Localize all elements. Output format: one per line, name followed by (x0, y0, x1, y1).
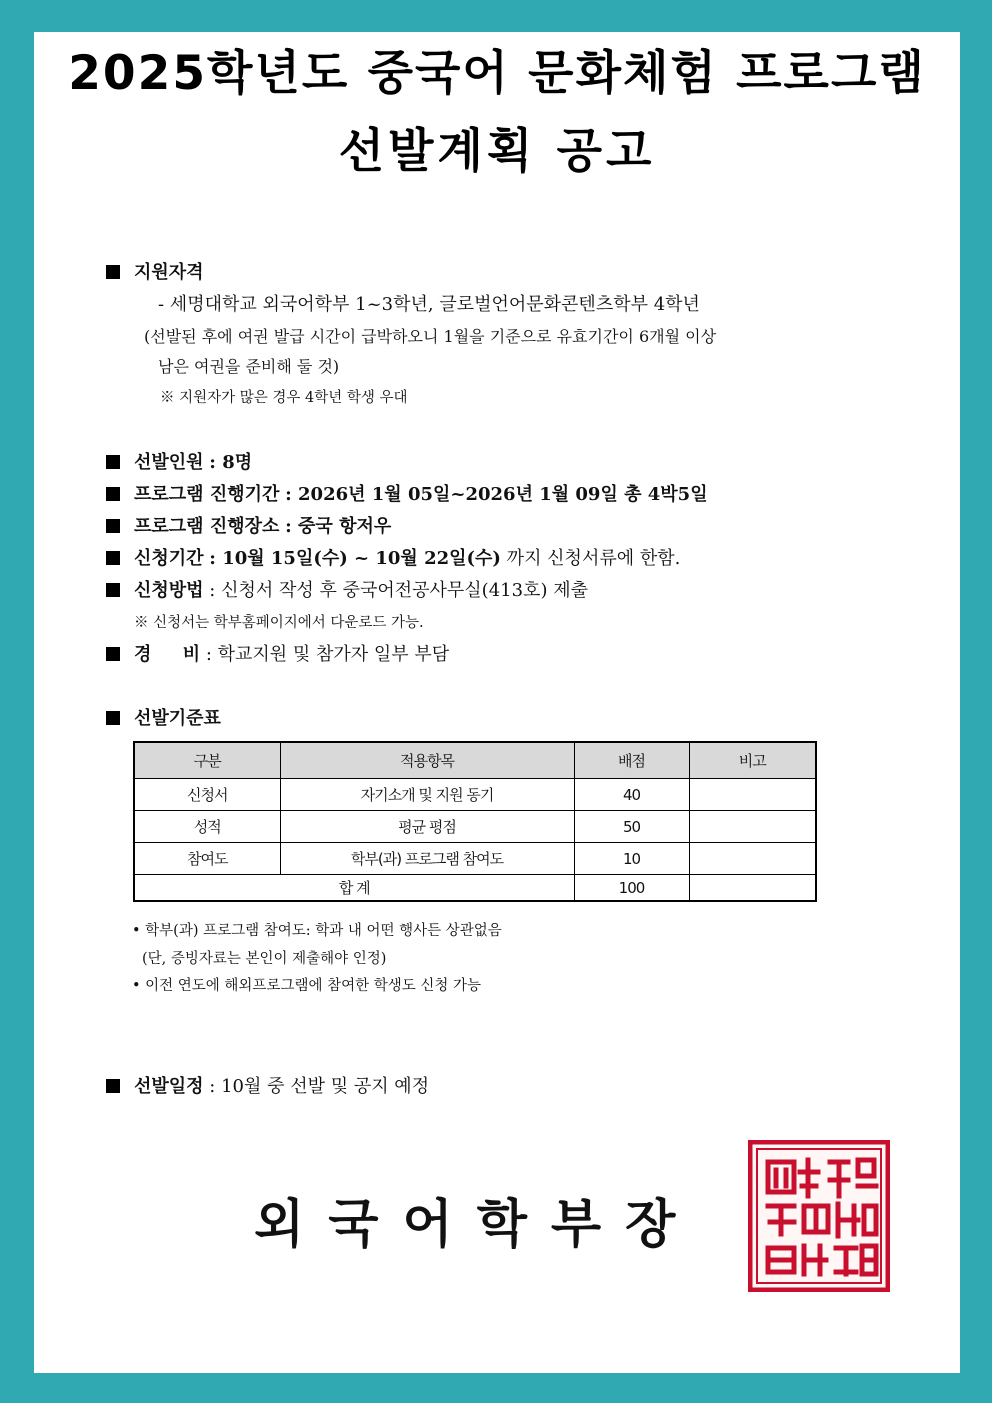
schedule-label: 선발일정 (134, 1076, 204, 1097)
criteria-note-2: (단, 증빙자료는 본인이 제출해야 인정) (142, 951, 387, 967)
place-line (106, 512, 391, 538)
table-cell: 자기소개 및 지원 동기 (280, 779, 574, 811)
square-bullet-icon (106, 455, 120, 469)
headcount-value: : 8명 (209, 452, 253, 473)
headcount-line (106, 448, 252, 474)
square-bullet-icon (106, 1079, 120, 1093)
apply-period-line (106, 544, 680, 570)
table-cell: 10 (574, 843, 689, 875)
header-category: 구분 (134, 742, 280, 779)
table-row (134, 811, 816, 843)
apply-label: 신청기간 (134, 548, 204, 569)
table-row (134, 843, 816, 875)
eligibility-line-2: (선발된 후에 여권 발급 시간이 급박하오니 1월을 기준으로 유효기간이 6개월 이상 (144, 327, 717, 346)
header-score: 배점 (574, 742, 689, 779)
criteria-note-3: • 이전 연도에 해외프로그램에 참여한 학생도 신청 가능 (132, 978, 481, 994)
eligibility-heading (106, 258, 204, 284)
criteria-heading (106, 704, 221, 730)
square-bullet-icon (106, 647, 120, 661)
cost-line (106, 640, 449, 666)
square-bullet-icon (106, 583, 120, 597)
total-label: 합 계 (134, 875, 574, 902)
square-bullet-icon (106, 551, 120, 565)
title-line-1: 2025학년도 중국어 문화체험 프로그램 (68, 46, 926, 101)
table-cell: 학부(과) 프로그램 참여도 (280, 843, 574, 875)
period-label: 프로그램 진행기간 (134, 484, 280, 505)
cost-value: : 학교지원 및 참가자 일부 부담 (205, 644, 450, 665)
table-row (134, 779, 816, 811)
table-cell (689, 843, 816, 875)
headcount-label: 선발인원 (134, 452, 204, 473)
table-cell: 참여도 (134, 843, 280, 875)
eligibility-line-1: - 세명대학교 외국어학부 1~3학년, 글로벌언어문화콘텐츠학부 4학년 (158, 294, 700, 315)
signer-title: 외국어학부장 (254, 1195, 700, 1255)
method-value: : 신청서 작성 후 중국어전공사무실(413호) 제출 (209, 580, 588, 601)
criteria-table (133, 741, 817, 902)
table-cell (689, 811, 816, 843)
total-row (134, 875, 816, 902)
place-label: 프로그램 진행장소 (134, 516, 280, 537)
eligibility-heading-text: 지원자격 (134, 262, 204, 283)
table-cell (689, 779, 816, 811)
criteria-heading-text: 선발기준표 (134, 708, 221, 729)
official-seal-icon (748, 1140, 890, 1292)
square-bullet-icon (106, 487, 120, 501)
table-cell: 40 (574, 779, 689, 811)
apply-value: : 10월 15일(수) ~ 10월 22일(수) (209, 548, 501, 569)
table-cell: 50 (574, 811, 689, 843)
table-cell: 성적 (134, 811, 280, 843)
criteria-header-row (134, 742, 816, 779)
total-value: 100 (574, 875, 689, 902)
place-value: : 중국 항저우 (285, 516, 392, 537)
table-cell: 신청서 (134, 779, 280, 811)
table-cell: 평균 평점 (280, 811, 574, 843)
period-value: : 2026년 1월 05일~2026년 1월 09일 총 4박5일 (285, 484, 708, 505)
schedule-line (106, 1072, 429, 1098)
cost-label: 경 비 (134, 644, 201, 665)
header-item: 적용항목 (280, 742, 574, 779)
schedule-value: : 10월 중 선발 및 공지 예정 (209, 1076, 430, 1097)
eligibility-note: ※ 지원자가 많은 경우 4학년 학생 우대 (160, 390, 408, 406)
method-note: ※ 신청서는 학부홈페이지에서 다운로드 가능. (134, 615, 424, 631)
square-bullet-icon (106, 711, 120, 725)
method-label: 신청방법 (134, 580, 204, 601)
notice-sheet (34, 32, 960, 1373)
header-remark: 비고 (689, 742, 816, 779)
square-bullet-icon (106, 519, 120, 533)
eligibility-line-3: 남은 여권을 준비해 둘 것) (158, 357, 340, 376)
title-line-2: 선발계획 공고 (338, 124, 656, 179)
apply-value-rest: 까지 신청서류에 한함. (500, 548, 681, 569)
period-line (106, 480, 708, 506)
square-bullet-icon (106, 265, 120, 279)
criteria-note-1: • 학부(과) 프로그램 참여도: 학과 내 어떤 행사든 상관없음 (132, 923, 502, 939)
method-line (106, 576, 588, 602)
total-remark (689, 875, 816, 902)
